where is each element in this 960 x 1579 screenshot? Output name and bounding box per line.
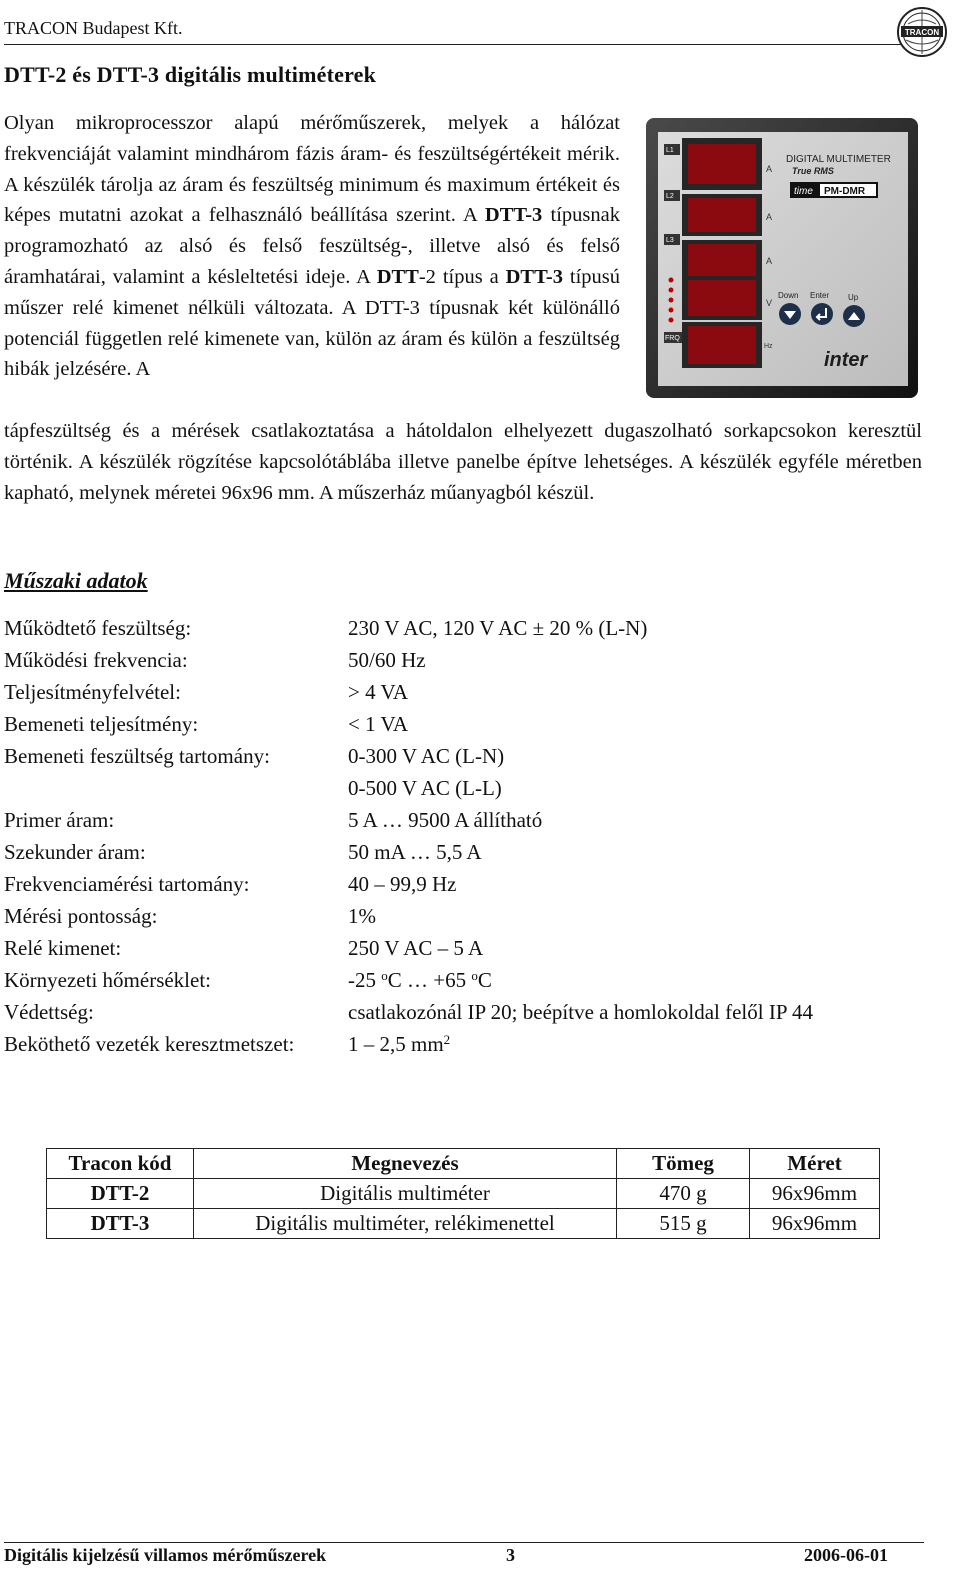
table-cell: DTT-3 — [47, 1209, 194, 1239]
spec-label: Teljesítményfelvétel: — [4, 680, 181, 704]
row-label-1: L1 — [666, 147, 674, 154]
device-subtitle: True RMS — [792, 166, 834, 176]
spec-label: Bemeneti teljesítmény: — [4, 712, 199, 736]
spec-row — [4, 836, 924, 868]
device-model-prefix: time — [794, 186, 813, 197]
spec-label: Szekunder áram: — [4, 840, 146, 864]
spec-value: 40 – 99,9 Hz — [348, 872, 457, 896]
degree-sup: o — [381, 968, 388, 983]
spec-label: Környezeti hőmérséklet: — [4, 968, 212, 992]
table-cell: 470 g — [617, 1179, 750, 1209]
spec-row — [4, 644, 924, 676]
spec-value: < 1 VA — [348, 712, 409, 736]
spec-value: 50 mA … 5,5 A — [348, 840, 482, 864]
spec-row — [4, 932, 924, 964]
company-name: TRACON Budapest Kft. — [4, 18, 183, 38]
unit-label-4: V — [766, 298, 773, 308]
table-cell: 515 g — [617, 1209, 750, 1239]
intro-bold-2: DTT — [376, 265, 419, 288]
spec-label: Primer áram: — [4, 808, 115, 832]
footer-date: 2006-06-01 — [804, 1545, 888, 1565]
unit-label-3: A — [766, 256, 773, 266]
spec-row — [4, 1028, 924, 1060]
temp-min: -25 — [348, 968, 382, 992]
multimeter-device-image — [644, 116, 922, 402]
spec-label: Mérési pontosság: — [4, 904, 158, 928]
intro-text-4: típusú műszer relé kimenet nélküli változata. A DTT-3 típusnak két különálló potenciál független relé kimenete van, külön az áram és külön a feszültség hibák jelzésére. A — [4, 265, 621, 381]
intro-bold-1: DTT-3 — [484, 204, 543, 227]
degree-sup: o — [471, 968, 478, 983]
table-cell: Digitális multiméter — [194, 1179, 617, 1209]
spec-label: Bemeneti feszültség tartomány: — [4, 744, 270, 768]
spec-value: 0-500 V AC (L-L) — [348, 776, 502, 800]
table-header: Tracon kód — [47, 1149, 194, 1179]
specs-title: Műszaki adatok — [4, 568, 148, 593]
spec-row — [4, 868, 924, 900]
spec-row — [4, 740, 924, 772]
table-cell: Digitális multiméter, relékimenettel — [194, 1209, 617, 1239]
spec-label: Relé kimenet: — [4, 936, 122, 960]
page-title: DTT-2 és DTT-3 digitális multiméterek — [4, 62, 377, 87]
table-row — [47, 1209, 880, 1239]
spec-row — [4, 676, 924, 708]
spec-label: Működtető feszültség: — [4, 616, 192, 640]
display-column — [682, 138, 762, 368]
table-header: Méret — [750, 1149, 880, 1179]
table-header: Megnevezés — [194, 1149, 617, 1179]
spec-value — [348, 1028, 450, 1060]
spec-value: 250 V AC – 5 A — [348, 936, 484, 960]
spec-value: 5 A … 9500 A állítható — [348, 808, 543, 832]
spec-row — [4, 900, 924, 932]
spec-row — [4, 772, 924, 804]
spec-row — [4, 996, 924, 1028]
temp-max: C … +65 — [387, 968, 472, 992]
intro-bold-3: DTT-3 — [505, 265, 563, 288]
button-label-up: Up — [848, 293, 859, 302]
table-cell: 96x96mm — [750, 1209, 880, 1239]
unit-label-2: A — [766, 212, 773, 222]
page-footer — [4, 1542, 924, 1565]
page-number: 3 — [506, 1545, 515, 1565]
device-model: PM-DMR — [824, 186, 866, 197]
spec-value — [348, 964, 492, 996]
intro-text-2: típusnak programozható az alsó és felső feszültség-, illetve alsó és felső áramhatárai, valamint a késleltetési ideje. A — [4, 204, 620, 288]
button-label-enter: Enter — [810, 291, 830, 300]
footer-title: Digitális kijelzésű villamos mérőműszerek — [4, 1545, 327, 1565]
table-header: Tömeg — [617, 1149, 750, 1179]
spec-row — [4, 964, 924, 996]
unit-label-5: Hz — [764, 343, 773, 350]
intro-text-3: -2 típus a — [418, 265, 506, 288]
squared-sup: 2 — [443, 1032, 451, 1047]
spec-label: Frekvenciamérési tartomány: — [4, 872, 250, 896]
spec-row — [4, 804, 924, 836]
intro-paragraph — [4, 108, 620, 385]
button-label-down: Down — [778, 291, 799, 300]
spec-row — [4, 612, 924, 644]
table-row — [47, 1179, 880, 1209]
temp-unit: C — [477, 968, 492, 992]
spec-row — [4, 708, 924, 740]
cross-section: 1 – 2,5 mm — [348, 1032, 444, 1056]
table-cell: 96x96mm — [750, 1179, 880, 1209]
spec-label: Védettség: — [4, 1000, 94, 1024]
logo-text: TRACON — [904, 28, 940, 37]
tracon-logo — [896, 6, 948, 58]
spec-label: Működési frekvencia: — [4, 648, 188, 672]
row-label-2: L2 — [666, 193, 674, 200]
spec-value: 50/60 Hz — [348, 648, 426, 672]
intro-text-1: Olyan mikroprocesszor alapú mérőműszerek, melyek a hálózat frekvenciáját valamint mindhárom fázis áram- és feszültségértékeit mérik. A készülék tárolja az áram és feszültség minimum és maximum értékeit és képes mutatni azokat a felhasználó beállítása szerint. A — [4, 112, 620, 227]
spec-value: > 4 VA — [348, 680, 409, 704]
page-header — [4, 14, 924, 45]
intro-paragraph-continued: tápfeszültség és a mérések csatlakoztatása a hátoldalon elhelyezett dugaszolható sorkapcsokon keresztül történik. A készülék rögzítése kapcsolótáblába illetve panelbe építve lehetséges. A készülék egyféle méretben kapható, melynek méretei 96x96 mm. A műszerház műanyagból készül. — [4, 420, 922, 504]
table-header-row — [47, 1149, 880, 1179]
device-buttons — [779, 303, 865, 327]
spec-value: csatlakozónál IP 20; beépítve a homlokoldal felől IP 44 — [348, 1000, 813, 1024]
spec-label: Beköthető vezeték keresztmetszet: — [4, 1032, 295, 1056]
unit-label-1: A — [766, 164, 773, 174]
device-maker: inter — [824, 349, 868, 371]
device-brand: DIGITAL MULTIMETER — [786, 154, 891, 165]
row-label-3: L3 — [666, 237, 674, 244]
spec-value: 0-300 V AC (L-N) — [348, 744, 505, 768]
spec-value: 230 V AC, 120 V AC ± 20 % (L-N) — [348, 616, 648, 640]
product-table — [46, 1148, 880, 1239]
table-cell: DTT-2 — [47, 1179, 194, 1209]
spec-value: 1% — [348, 904, 376, 928]
row-label-5: FRQ — [665, 335, 680, 342]
